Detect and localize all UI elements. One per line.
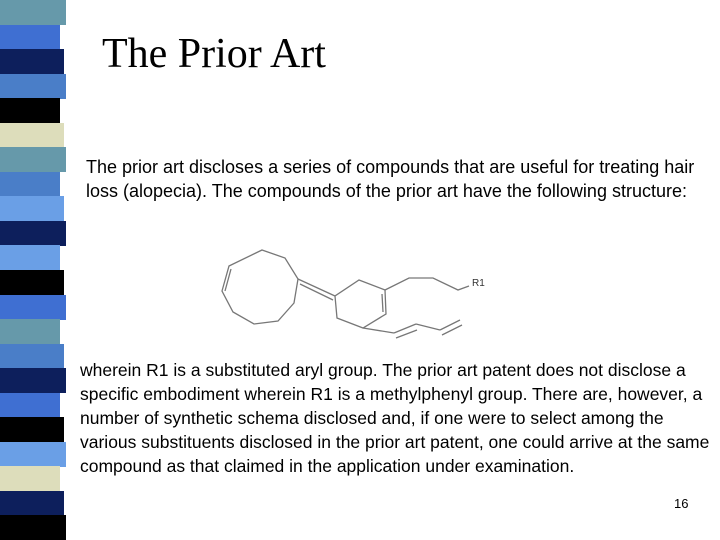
stripe-block xyxy=(0,98,60,123)
stripe-block xyxy=(0,196,64,221)
stripe-block xyxy=(0,123,64,148)
stripe-block xyxy=(0,491,64,516)
stripe-block xyxy=(0,49,64,74)
body-paragraph: wherein R1 is a substituted aryl group. The prior art patent does not disclose a specific embodiment wherein R1 is a methylphenyl group. There are, however, a number of synthetic schema disclosed and, if one were to select among the various substituents disclosed in the prior art patent, one could arrive at the same compound as that claimed in the application under examination. xyxy=(80,360,710,476)
decorative-stripe xyxy=(0,0,66,540)
alkyl-chain xyxy=(385,278,469,290)
stripe-block xyxy=(0,245,60,270)
stripe-block xyxy=(0,172,60,197)
stripe-block xyxy=(0,319,60,344)
exocyclic-double-bond xyxy=(298,279,335,296)
stripe-block xyxy=(0,0,66,25)
stripe-block xyxy=(0,393,60,418)
page-number: 16 xyxy=(674,496,689,511)
stripe-block xyxy=(0,515,66,540)
cyclohexane-ring xyxy=(335,280,386,328)
cyclononene-ring xyxy=(222,250,298,324)
slide-title: The Prior Art xyxy=(102,31,326,77)
stripe-block xyxy=(0,417,64,442)
stripe-block xyxy=(0,147,66,172)
chemical-structure xyxy=(214,246,514,354)
r1-label: R1 xyxy=(472,278,485,289)
intro-paragraph: The prior art discloses a series of compounds that are useful for treating hair loss (alopecia). The compounds of the prior art have the following structure: xyxy=(86,157,695,201)
stripe-block xyxy=(0,270,64,295)
stripe-block xyxy=(0,74,66,99)
stripe-block xyxy=(0,221,66,246)
stripe-block xyxy=(0,442,66,467)
stripe-block xyxy=(0,368,66,393)
stripe-block xyxy=(0,344,64,369)
stripe-block xyxy=(0,25,60,50)
stripe-block xyxy=(0,466,60,491)
stripe-block xyxy=(0,295,66,320)
